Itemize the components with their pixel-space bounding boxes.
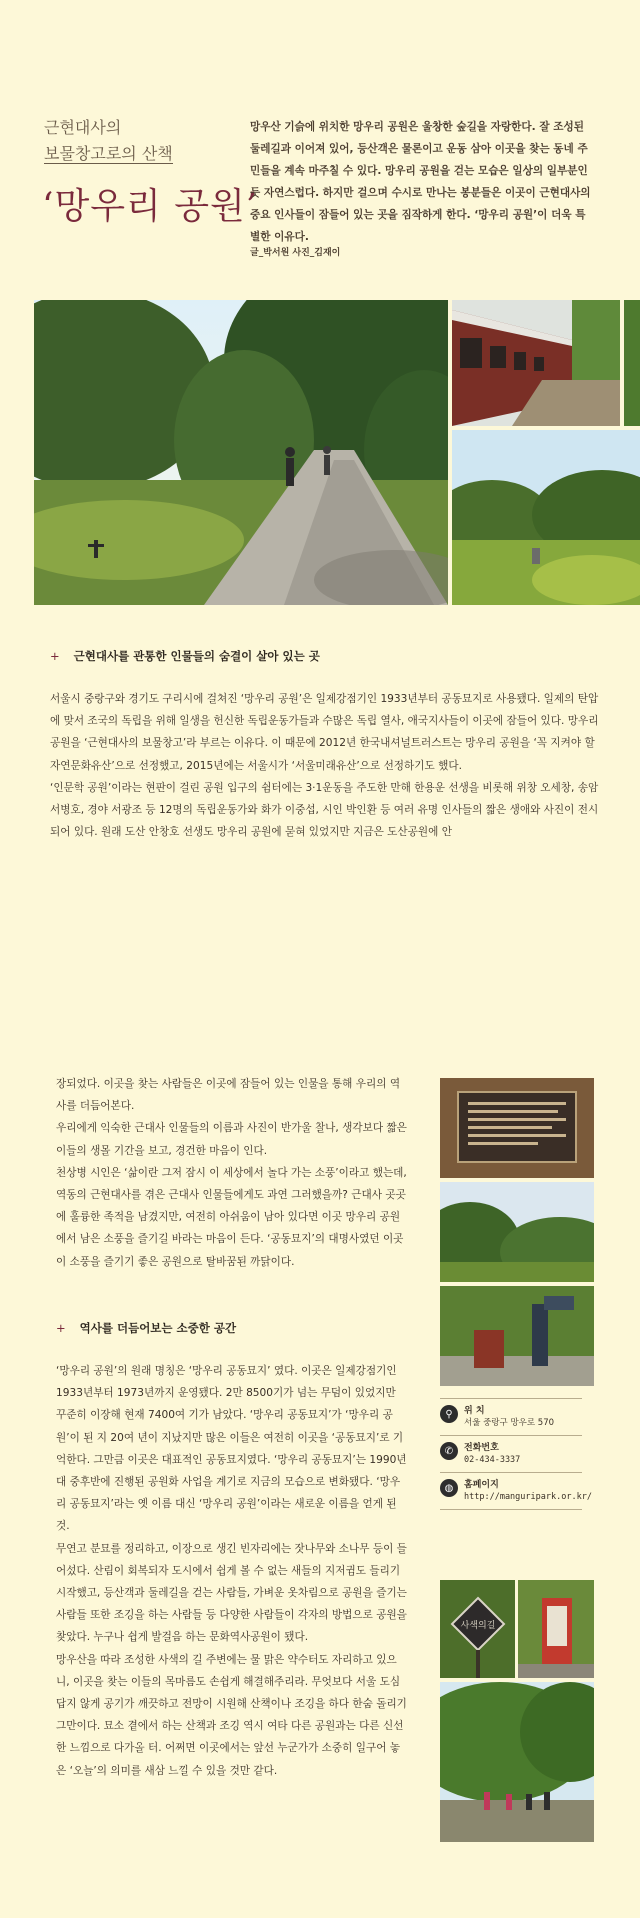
sign-text: 사색의길 xyxy=(460,1621,496,1631)
section-1-body xyxy=(50,688,600,843)
info-label: 전화번호 xyxy=(464,1443,499,1453)
info-web xyxy=(440,1473,592,1510)
paragraph: ‘망우리 공원’의 원래 명칭은 ‘망우리 공동묘지’ 였다. 이곳은 일제강점기인 1933년부터 1973년까지 운영됐다. 2만 8500기가 넘는 무덤이 있었지만 꾸준히 이장해 현재 7400여 기가 남았다. ‘망우리 공동묘지’가 ‘망우리 공원’이 된 지 20여 년이 지났지만 많은 이들은 여전히 이곳을 ‘공동묘지’로 기억한다. 그만큼 이곳은 대표적인 공동묘지였다. ‘망우리 공동묘지’는 1990년대 중후반에 진행된 공원화 사업을 계기로 지금의 모습으로 변화됐다. ‘망우리 공동묘지’라는 옛 이름 대신 ‘망우리 공원’이라는 새로운 이름을 얻게 된 것. xyxy=(56,1365,407,1533)
tree-photo-edge xyxy=(624,300,640,426)
section-1-continued xyxy=(56,1073,408,1273)
paragraph: 우리에게 익숙한 근대사 인물들의 이름과 사진이 반가울 찰나, 생각보다 짧은 이들의 생몰 기간을 보고, 경건한 마음이 인다. xyxy=(56,1122,407,1157)
globe-icon: ◍ xyxy=(440,1479,458,1497)
path-sign-photo xyxy=(440,1580,515,1678)
info-location xyxy=(440,1398,582,1436)
info-value: 서울 중랑구 망우로 570 xyxy=(464,1418,555,1428)
section-2-heading xyxy=(56,1320,236,1336)
forest-view-photo xyxy=(440,1182,594,1282)
phone-booth-photo xyxy=(518,1580,594,1678)
plus-icon: + xyxy=(56,1321,66,1335)
info-label: 홈페이지 xyxy=(464,1480,499,1490)
section-1-heading xyxy=(50,648,320,664)
info-box xyxy=(440,1398,592,1510)
walkers-photo xyxy=(440,1682,594,1842)
phone-icon: ✆ xyxy=(440,1442,458,1460)
paragraph: ‘인문학 공원’이라는 현판이 걸린 공원 입구의 쉼터에는 3·1운동을 주도한 만해 한용운 선생을 비롯해 위창 오세창, 송암 서병호, 경야 서광조 등 12명의 독립운동가와 화가 이중섭, 시인 박인환 등 여러 유명 인사들의 짧은 생애와 사진이 전시되어 있다. 원래 도산 안창호 선생도 망우리 공원에 묻혀 있었지만 지금은 도산공원에 안 xyxy=(50,781,599,839)
info-label: 위 치 xyxy=(464,1406,485,1416)
section-1-heading-text: 근현대사를 관통한 인물들의 숨결이 살아 있는 곳 xyxy=(73,649,320,663)
info-sign-photo xyxy=(440,1286,594,1386)
info-phone xyxy=(440,1436,582,1473)
memorial-wall-photo xyxy=(452,300,620,426)
plus-icon: + xyxy=(50,649,60,663)
paragraph: 천상병 시인은 ‘삶이란 그저 잠시 이 세상에서 놀다 가는 소풍’이라고 했는데, 역동의 근현대사를 겪은 근대사 인물들에게도 과연 그러했을까? 근대사 곳곳에 훌륭한 족적을 남겼지만, 여전히 아쉬움이 남아 있다면 이곳 망우리 공원에서 남은 소풍을 즐기길 바라는 마음이 든다. ‘공동묘지’의 대명사였던 이곳이 소풍을 즐기기 좋은 공원으로 탈바꿈된 까닭이다. xyxy=(56,1166,407,1268)
location-pin-icon: ⚲ xyxy=(440,1405,458,1423)
credit: 글_박서원 사진_김재이 xyxy=(250,248,341,258)
paragraph: 장되었다. 이곳을 찾는 사람들은 이곳에 잠들어 있는 인물을 통해 우리의 역사를 더듬어본다. xyxy=(56,1078,401,1113)
section-2-heading-text: 역사를 더듬어보는 소중한 공간 xyxy=(79,1321,237,1335)
intro-text: 망우산 기슭에 위치한 망우리 공원은 울창한 숲길을 자랑한다. 잘 조성된 둘레길과 이어져 있어, 등산객은 물론이고 운동 삼아 이곳을 찾는 동네 주민들을 계속 마주칠 수 있다. 망우리 공원을 걷는 모습은 일상의 일부분인 듯 자연스럽다. 하지만 걸으며 수시로 만나는 봉분들은 이곳이 근현대사의 중요 인사들이 잠들어 있는 곳을 짐작하게 한다. ‘망우리 공원’이 더욱 특별한 이유다. xyxy=(250,121,591,243)
kicker-line-1: 근현대사의 xyxy=(44,118,122,137)
website-link[interactable]: http://manguripark.or.kr/ xyxy=(464,1492,592,1502)
paragraph: 서울시 중랑구와 경기도 구리시에 걸쳐진 ‘망우리 공원’은 일제강점기인 1933년부터 공동묘지로 사용됐다. 일제의 탄압에 맞서 조국의 독립을 위해 일생을 헌신한 독립운동가들과 수많은 독립 열사, 애국지사들이 이곳에 잠들어 있다. 망우리 공원을 ‘근현대사의 보물창고’라 부르는 이유다. 이 때문에 2012년 한국내셔널트러스트는 망우리 공원을 ‘꼭 지켜야 할 자연문화유산’으로 선정했고, 2015년에는 서울시가 ‘서울미래유산’으로 선정하기도 했다. xyxy=(50,693,599,772)
section-2-body xyxy=(56,1360,408,1782)
grave-mounds-photo xyxy=(452,430,640,605)
info-value: 02-434-3337 xyxy=(464,1455,521,1465)
page-title: ‘망우리 공원’ xyxy=(42,186,259,227)
park-path-photo xyxy=(34,300,448,605)
paragraph: 망우산을 따라 조성한 사색의 길 주변에는 물 맑은 약수터도 자리하고 있으니, 이곳을 찾는 이들의 목마름도 손쉽게 해결해주리라. 무엇보다 서울 도심답지 않게 공기가 깨끗하고 전망이 시원해 산책이나 조깅을 하다 한숨 돌리기 그만이다. 묘소 곁에서 하는 산책과 조깅 역시 여타 다른 공원과는 다른 신선한 느낌으로 다가올 터. 어쩌면 이곳에서는 앞선 누군가가 소중히 일구어 놓은 ‘오늘’의 의미를 새삼 느낄 수 있을 것만 같다. xyxy=(56,1653,407,1777)
paragraph: 무연고 분묘를 정리하고, 이장으로 생긴 빈자리에는 잣나무와 소나무 등이 들어섰다. 산림이 회복되자 도시에서 쉽게 볼 수 없는 새들의 지저귐도 들리기 시작했고, 등산객과 둘레길을 걷는 사람들, 가벼운 옷차림으로 공원을 즐기는 사람들 또한 조깅을 하는 사람들 등 다양한 사람들이 각자의 방법으로 공원을 찾았다. 누구나 쉽게 발걸음 하는 문화역사공원이 됐다. xyxy=(56,1542,407,1644)
kicker xyxy=(44,115,173,167)
plaque-photo xyxy=(440,1078,594,1178)
kicker-line-2: 보물창고로의 산책 xyxy=(44,144,173,163)
